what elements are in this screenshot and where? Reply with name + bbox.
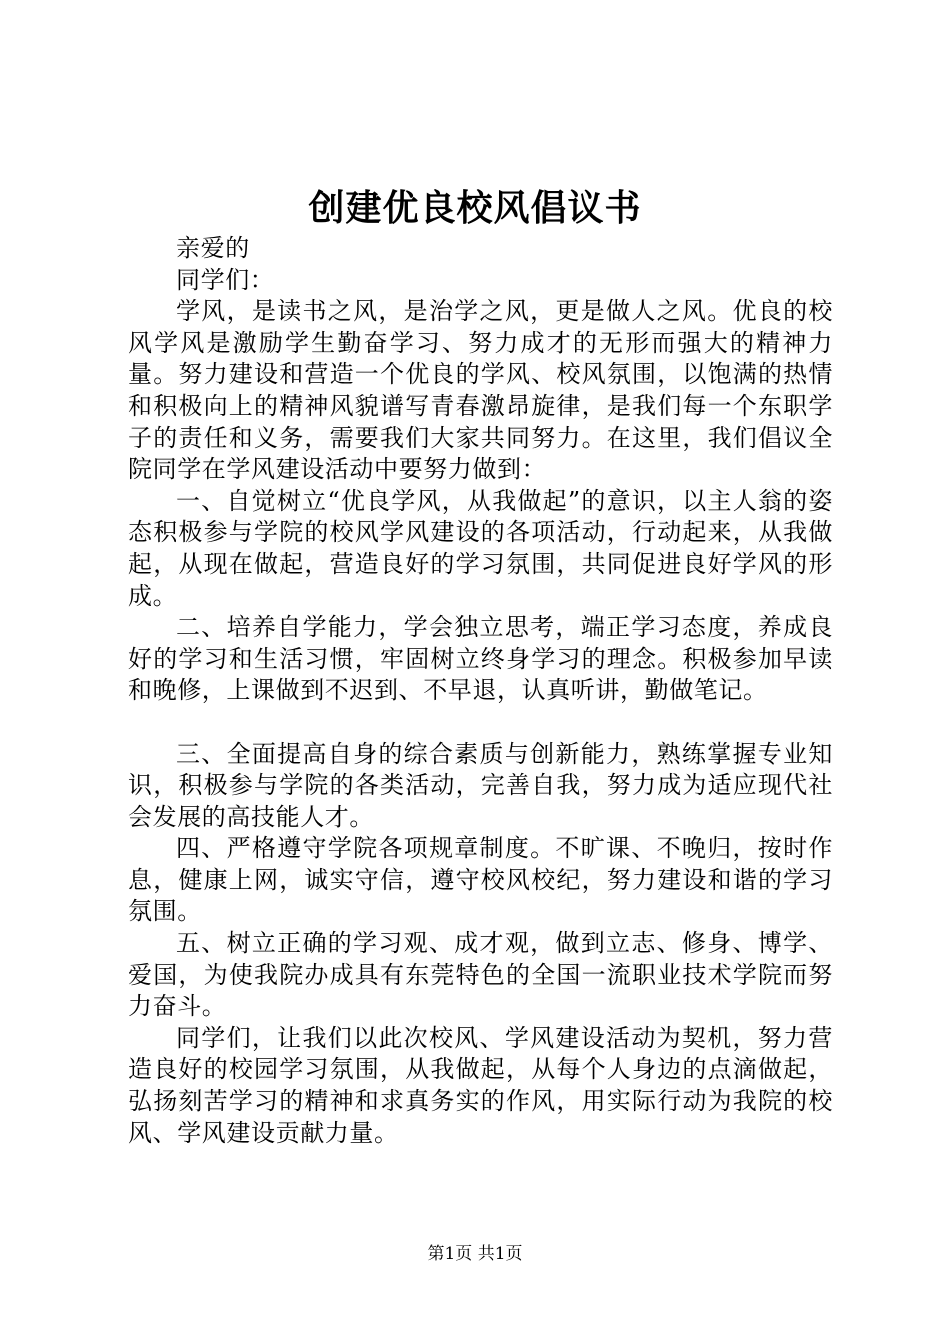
document-body <box>128 233 833 1149</box>
page-footer: 第1页 共1页 <box>427 1244 523 1264</box>
paragraph-closing: 同学们，让我们以此次校风、学风建设活动为契机，努力营造良好的校园学习氛围，从我做起，从每个人身边的点滴做起，弘扬刻苦学习的精神和求真务实的作风，用实际行动为我院的校风、学风建设贡献力量。 <box>128 1023 833 1147</box>
paragraph-item-3: 三、全面提高自身的综合素质与创新能力，熟练掌握专业知识，积极参与学院的各类活动，完善自我，努力成为适应现代社会发展的高技能人才。 <box>128 739 833 831</box>
document-title: 创建优良校风倡议书 <box>308 187 642 229</box>
paragraph-item-1: 一、自觉树立“优良学风，从我做起”的意识，以主人翁的姿态积极参与学院的校风学风建设的各项活动，行动起来，从我做起，从现在做起，营造良好的学习氛围，共同促进良好学风的形成。 <box>128 486 833 610</box>
paragraph-item-4: 四、严格遵守学院各项规章制度。不旷课、不晚归，按时作息，健康上网，诚实守信，遵守校风校纪，努力建设和谐的学习氛围。 <box>128 834 833 926</box>
paragraph-intro: 学风，是读书之风，是治学之风，更是做人之风。优良的校风学风是激励学生勤奋学习、努力成才的无形而强大的精神力量。努力建设和营造一个优良的学风、校风氛围，以饱满的热情和积极向上的精神风貌谱写青春激昂旋律，是我们每一个东职学子的责任和义务，需要我们大家共同努力。在这里，我们倡议全院同学在学风建设活动中要努力做到： <box>128 297 833 484</box>
salutation-line-1: 亲爱的 <box>176 234 250 262</box>
paragraph-item-2: 二、培养自学能力，学会独立思考，端正学习态度，养成良好的学习和生活习惯，牢固树立终身学习的理念。积极参加早读和晚修，上课做到不迟到、不早退，认真听讲，勤做笔记。 <box>128 613 833 705</box>
paragraph-item-5: 五、树立正确的学习观、成才观，做到立志、修身、博学、爱国，为使我院办成具有东莞特色的全国一流职业技术学院而努力奋斗。 <box>128 929 833 1021</box>
salutation-line-2: 同学们： <box>176 265 275 294</box>
